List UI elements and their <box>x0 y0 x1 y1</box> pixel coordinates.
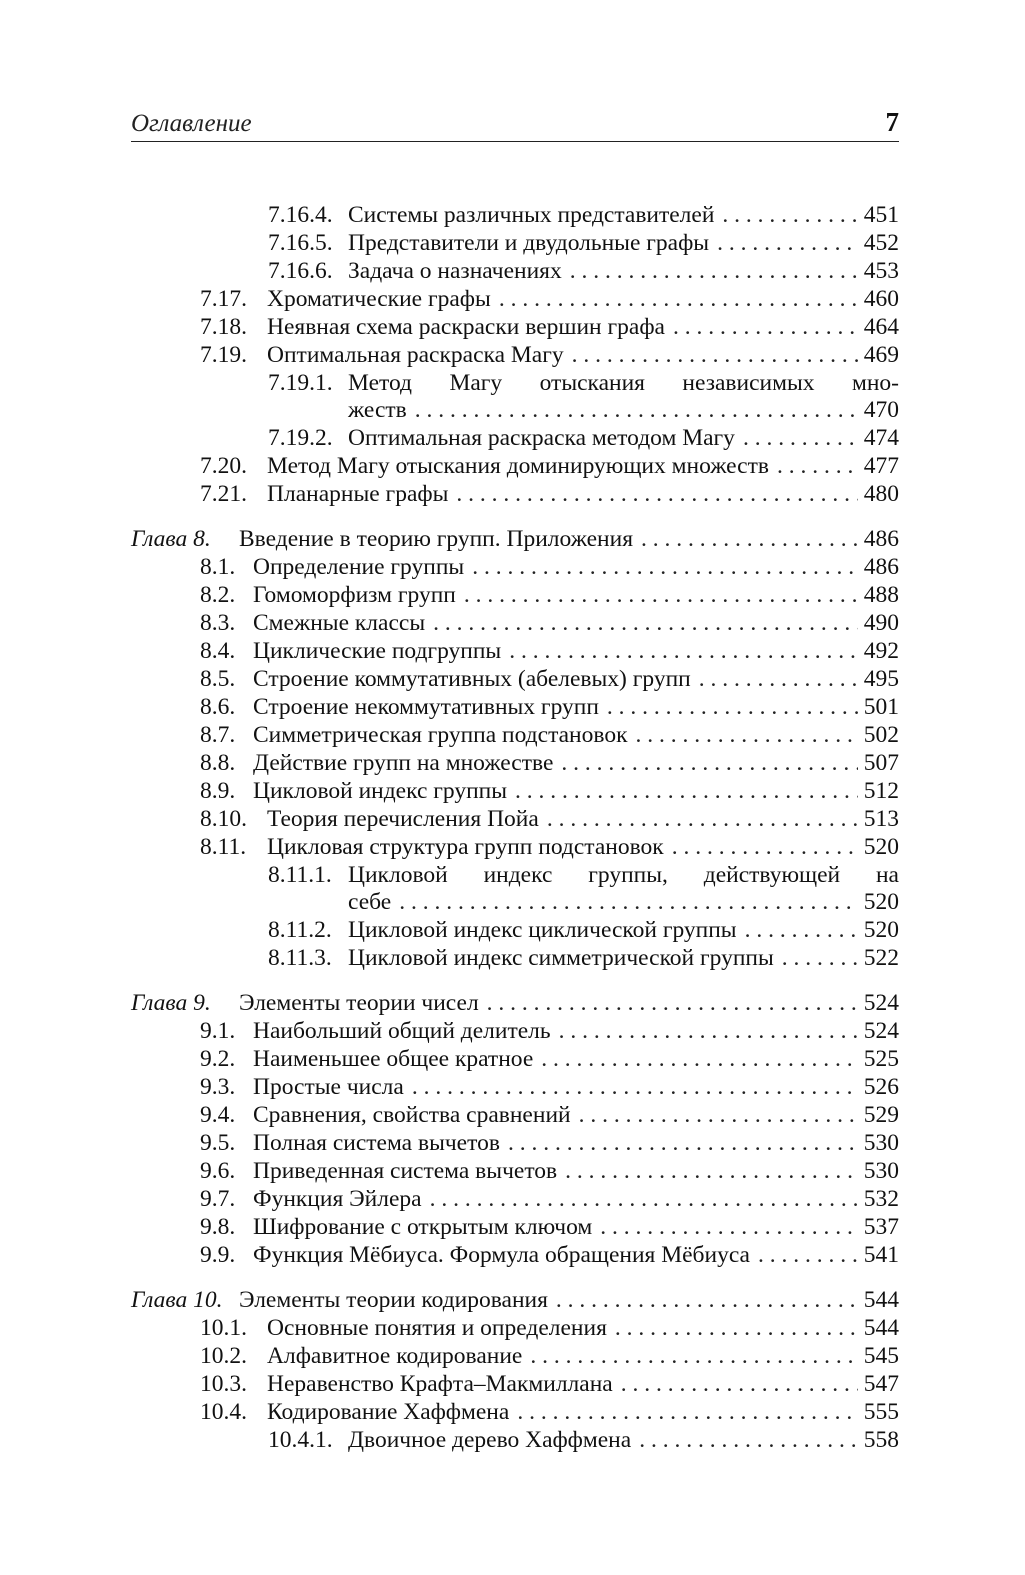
toc-entry-row <box>200 1129 899 1157</box>
toc-entry-title: Неявная схема раскраски вершин графа <box>267 314 665 340</box>
toc-entry-number: 7.19.2. <box>268 425 333 451</box>
toc-dot-leader <box>499 285 858 313</box>
toc-entry-number: 8.2. <box>200 582 236 608</box>
toc-entry-row <box>200 805 899 833</box>
toc-entry-title: Оптимальная раскраска Магу <box>267 342 564 368</box>
toc-chapter-label: Глава 8. <box>131 526 211 552</box>
toc-entry-number: 7.16.6. <box>268 258 333 284</box>
toc-dot-leader <box>430 1185 858 1213</box>
toc-page-number: 522 <box>863 945 899 971</box>
toc-entry-number: 7.19.1. <box>268 370 333 396</box>
toc-entry-title: Смежные классы <box>253 610 426 636</box>
toc-dot-leader <box>607 693 858 721</box>
toc-page-number: 502 <box>863 722 899 748</box>
toc-entry-row <box>200 1213 899 1241</box>
toc-page-number: 486 <box>863 554 899 580</box>
toc-entry-number: 9.9. <box>200 1242 236 1268</box>
toc-entry-title: Гомоморфизм групп <box>253 582 456 608</box>
toc-entry-number: 9.5. <box>200 1130 236 1156</box>
toc-page-number: 544 <box>863 1287 899 1313</box>
toc-entry-number: 9.3. <box>200 1074 236 1100</box>
toc-entry-title: жеств <box>348 397 407 423</box>
toc-page-number: 495 <box>863 666 899 692</box>
toc-entry-title: Наименьшее общее кратное <box>253 1046 534 1072</box>
toc-dot-leader <box>559 1017 858 1045</box>
toc-entry-number: 8.11.2. <box>268 917 332 943</box>
toc-chapter-row <box>131 525 899 553</box>
toc-entry-title: Цикловой индекс симметрической группы <box>348 945 774 971</box>
toc-page-number: 474 <box>863 425 899 451</box>
toc-entry-number: 7.16.4. <box>268 202 333 228</box>
toc-dot-leader <box>636 721 858 749</box>
toc-dot-leader <box>699 665 858 693</box>
toc-page-number: 469 <box>863 342 899 368</box>
toc-entry-title: Хроматические графы <box>267 286 491 312</box>
toc-entry-title: Задача о назначениях <box>348 258 562 284</box>
toc-page-number: 477 <box>863 453 899 479</box>
toc-dot-leader <box>547 805 858 833</box>
toc-page-number: 544 <box>863 1315 899 1341</box>
toc-entry-title: Сравнения, свойства сравнений <box>253 1102 571 1128</box>
toc-dot-leader <box>615 1314 858 1342</box>
toc-dot-leader <box>743 424 858 452</box>
toc-entry-title: Неравенство Крафта–Макмиллана <box>267 1371 613 1397</box>
toc-entry-row <box>268 257 899 285</box>
toc-dot-leader <box>464 581 858 609</box>
toc-page-number: 488 <box>863 582 899 608</box>
toc-entry-row <box>200 1157 899 1185</box>
toc-entry-row <box>268 1426 899 1454</box>
toc-dot-leader <box>541 1045 858 1073</box>
toc-page-number: 520 <box>863 889 899 915</box>
toc-entry-number: 8.6. <box>200 694 236 720</box>
toc-dot-leader <box>572 341 858 369</box>
toc-entry-number: 9.8. <box>200 1214 236 1240</box>
toc-entry-title: Цикловой индекс группы <box>253 778 508 804</box>
toc-page-number: 453 <box>863 258 899 284</box>
toc-entry-number: 8.9. <box>200 778 236 804</box>
toc-dot-leader <box>745 916 858 944</box>
toc-entry-row <box>200 313 899 341</box>
toc-entry-row <box>200 341 899 369</box>
toc-dot-leader <box>641 525 858 553</box>
toc-entry-row <box>200 480 899 508</box>
toc-page-number: 520 <box>863 834 899 860</box>
toc-entry-title: Оптимальная раскраска методом Магу <box>348 425 735 451</box>
toc-page-number: 464 <box>863 314 899 340</box>
toc-page-number: 555 <box>863 1399 899 1425</box>
toc-entry-number: 10.4.1. <box>268 1427 333 1453</box>
toc-dot-leader <box>472 553 858 581</box>
toc-entry-title: Определение группы <box>253 554 465 580</box>
toc-entry-title: Системы различных представителей <box>348 202 715 228</box>
toc-page-number: 507 <box>863 750 899 776</box>
toc-entry-title: Метод Магу отыскания доминирующих множеств <box>267 453 769 479</box>
toc-dot-leader <box>758 1241 858 1269</box>
toc-entry-number: 8.11. <box>200 834 247 860</box>
toc-entry-row <box>268 201 899 229</box>
toc-chapter-row <box>131 989 899 1017</box>
toc-dot-leader <box>570 257 858 285</box>
toc-page-number: 520 <box>863 917 899 943</box>
toc-entry-row <box>200 1241 899 1269</box>
toc-page-number: 524 <box>863 1018 899 1044</box>
toc-entry-number: 7.17. <box>200 286 247 312</box>
toc-page-number: 541 <box>863 1242 899 1268</box>
toc-page-number: 530 <box>863 1130 899 1156</box>
toc-entry-number: 8.7. <box>200 722 236 748</box>
toc-entry-row <box>348 396 899 424</box>
toc-dot-leader <box>399 888 858 916</box>
toc-entry-title: Цикловая структура групп подстановок <box>267 834 664 860</box>
toc-dot-leader <box>530 1342 857 1370</box>
toc-entry-number: 8.5. <box>200 666 236 692</box>
toc-entry-row <box>348 888 899 916</box>
toc-entry-title: Приведенная система вычетов <box>253 1158 558 1184</box>
toc-entry-number: 9.2. <box>200 1046 236 1072</box>
toc-page-number: 529 <box>863 1102 899 1128</box>
toc-dot-leader <box>565 1157 858 1185</box>
toc-page-number: 525 <box>863 1046 899 1072</box>
toc-entry-number: 8.10. <box>200 806 247 832</box>
toc-page-number: 490 <box>863 610 899 636</box>
toc-entry-row <box>200 581 899 609</box>
toc-entry-title: Алфавитное кодирование <box>267 1343 523 1369</box>
running-header <box>131 103 899 139</box>
toc-dot-leader <box>782 944 858 972</box>
toc-entry-number: 8.4. <box>200 638 236 664</box>
toc-entry-title: Шифрование с открытым ключом <box>253 1214 593 1240</box>
toc-entry-row <box>268 424 899 452</box>
toc-dot-leader <box>556 1286 858 1314</box>
toc-dot-leader <box>415 396 858 424</box>
toc-page-number: 470 <box>863 397 899 423</box>
toc-entry-row <box>200 1342 899 1370</box>
toc-dot-leader <box>412 1073 858 1101</box>
toc-page-number: 537 <box>863 1214 899 1240</box>
toc-entry-title: Наибольший общий делитель <box>253 1018 551 1044</box>
toc-entry-number: 10.3. <box>200 1371 247 1397</box>
toc-entry-number: 7.20. <box>200 453 247 479</box>
toc-entry-number: 7.21. <box>200 481 247 507</box>
toc-dot-leader <box>487 989 858 1017</box>
toc-entry-title: Основные понятия и определения <box>267 1315 607 1341</box>
toc-entry-row <box>200 1398 899 1426</box>
toc-entry-title: Двоичное дерево Хаффмена <box>348 1427 632 1453</box>
toc-chapter-row <box>131 1286 899 1314</box>
toc-entry-number: 8.1. <box>200 554 236 580</box>
toc-entry-number: 8.3. <box>200 610 236 636</box>
toc-dot-leader <box>722 201 857 229</box>
toc-entry-number: 8.8. <box>200 750 236 776</box>
toc-entry-row <box>200 1101 899 1129</box>
toc-entry-title: Полная система вычетов <box>253 1130 500 1156</box>
toc-page-number: 558 <box>863 1427 899 1453</box>
toc-page-number: 530 <box>863 1158 899 1184</box>
toc-entry-title: Действие групп на множестве <box>253 750 554 776</box>
toc-entry-row <box>268 369 899 397</box>
toc-page-number: 501 <box>863 694 899 720</box>
toc-dot-leader <box>672 833 858 861</box>
toc-dot-leader <box>639 1426 858 1454</box>
toc-entry-title: Цикловой индекс группы, действующей на <box>348 862 899 888</box>
toc-dot-leader <box>621 1370 858 1398</box>
toc-entry-title: Теория перечисления Пойа <box>267 806 539 832</box>
toc-entry-row <box>200 749 899 777</box>
toc-entry-title: Метод Магу отыскания независимых мно- <box>348 370 899 396</box>
toc-page-number: 452 <box>863 230 899 256</box>
toc-entry-row <box>200 553 899 581</box>
toc-entry-number: 7.16.5. <box>268 230 333 256</box>
toc-entry-number: 9.1. <box>200 1018 236 1044</box>
toc-entry-title: Циклические подгруппы <box>253 638 502 664</box>
toc-entry-title: себе <box>348 889 392 915</box>
toc-entry-row <box>200 833 899 861</box>
toc-dot-leader <box>717 229 858 257</box>
toc-entry-row <box>200 285 899 313</box>
toc-entry-row <box>200 1370 899 1398</box>
toc-entry-row <box>200 1185 899 1213</box>
toc-entry-title: Представители и двудольные графы <box>348 230 710 256</box>
toc-entry-row <box>200 1073 899 1101</box>
toc-entry-row <box>200 721 899 749</box>
toc-page-number: 532 <box>863 1186 899 1212</box>
toc-entry-title: Простые числа <box>253 1074 404 1100</box>
toc-entry-number: 10.2. <box>200 1343 247 1369</box>
toc-dot-leader <box>600 1213 857 1241</box>
toc-entry-row <box>200 777 899 805</box>
toc-page-number: 512 <box>863 778 899 804</box>
toc-entry-title: Кодирование Хаффмена <box>267 1399 510 1425</box>
toc-entry-title: Цикловой индекс циклической группы <box>348 917 737 943</box>
toc-page-number: 526 <box>863 1074 899 1100</box>
toc-entry-title: Функция Мёбиуса. Формула обращения Мёбиуса <box>253 1242 750 1268</box>
toc-dot-leader <box>777 452 858 480</box>
toc-entry-number: 9.4. <box>200 1102 236 1128</box>
toc-entry-row <box>200 1314 899 1342</box>
toc-entry-number: 8.11.1. <box>268 862 332 888</box>
toc-entry-number: 10.1. <box>200 1315 247 1341</box>
toc-entry-title: Элементы теории кодирования <box>239 1287 548 1313</box>
toc-dot-leader <box>517 1398 857 1426</box>
toc-page-number: 486 <box>863 526 899 552</box>
toc-entry-row <box>200 1017 899 1045</box>
toc-chapter-label: Глава 10. <box>131 1287 223 1313</box>
toc-dot-leader <box>579 1101 858 1129</box>
toc-dot-leader <box>509 637 858 665</box>
toc-dot-leader <box>508 1129 858 1157</box>
toc-entry-title: Симметрическая группа подстановок <box>253 722 628 748</box>
running-header-title: Оглавление <box>131 110 252 137</box>
toc-entry-title: Элементы теории чисел <box>239 990 479 1016</box>
toc-dot-leader <box>433 609 858 637</box>
toc-entry-title: Строение некоммутативных групп <box>253 694 599 720</box>
toc-page-number: 480 <box>863 481 899 507</box>
toc-entry-title: Функция Эйлера <box>253 1186 422 1212</box>
toc-entry-number: 8.11.3. <box>268 945 332 971</box>
toc-dot-leader <box>561 749 857 777</box>
toc-entry-title: Строение коммутативных (абелевых) групп <box>253 666 691 692</box>
toc-dot-leader <box>673 313 858 341</box>
toc-entry-row <box>200 637 899 665</box>
toc-entry-row <box>200 609 899 637</box>
toc-entry-number: 10.4. <box>200 1399 247 1425</box>
toc-page-number: 451 <box>863 202 899 228</box>
toc-entry-row <box>268 944 899 972</box>
toc-entry-number: 9.7. <box>200 1186 236 1212</box>
toc-page-number: 460 <box>863 286 899 312</box>
toc-entry-number: 7.18. <box>200 314 247 340</box>
toc-entry-number: 9.6. <box>200 1158 236 1184</box>
toc-page-number: 513 <box>863 806 899 832</box>
toc-dot-leader <box>456 480 857 508</box>
toc-entry-title: Введение в теорию групп. Приложения <box>239 526 634 552</box>
toc-entry-row <box>268 861 899 889</box>
page-number: 7 <box>885 107 899 137</box>
header-rule <box>131 141 899 142</box>
toc-page-number: 547 <box>863 1371 899 1397</box>
toc-entry-title: Планарные графы <box>267 481 449 507</box>
toc-chapter-label: Глава 9. <box>131 990 211 1016</box>
toc-page-number: 492 <box>863 638 899 664</box>
toc-page-number: 524 <box>863 990 899 1016</box>
toc-entry-row <box>200 1045 899 1073</box>
toc-entry-row <box>200 693 899 721</box>
toc-entry-row <box>268 229 899 257</box>
toc-dot-leader <box>515 777 858 805</box>
toc-entry-number: 7.19. <box>200 342 247 368</box>
toc-page-number: 545 <box>863 1343 899 1369</box>
toc-entry-row <box>200 452 899 480</box>
toc-entry-row <box>200 665 899 693</box>
toc-entry-row <box>268 916 899 944</box>
